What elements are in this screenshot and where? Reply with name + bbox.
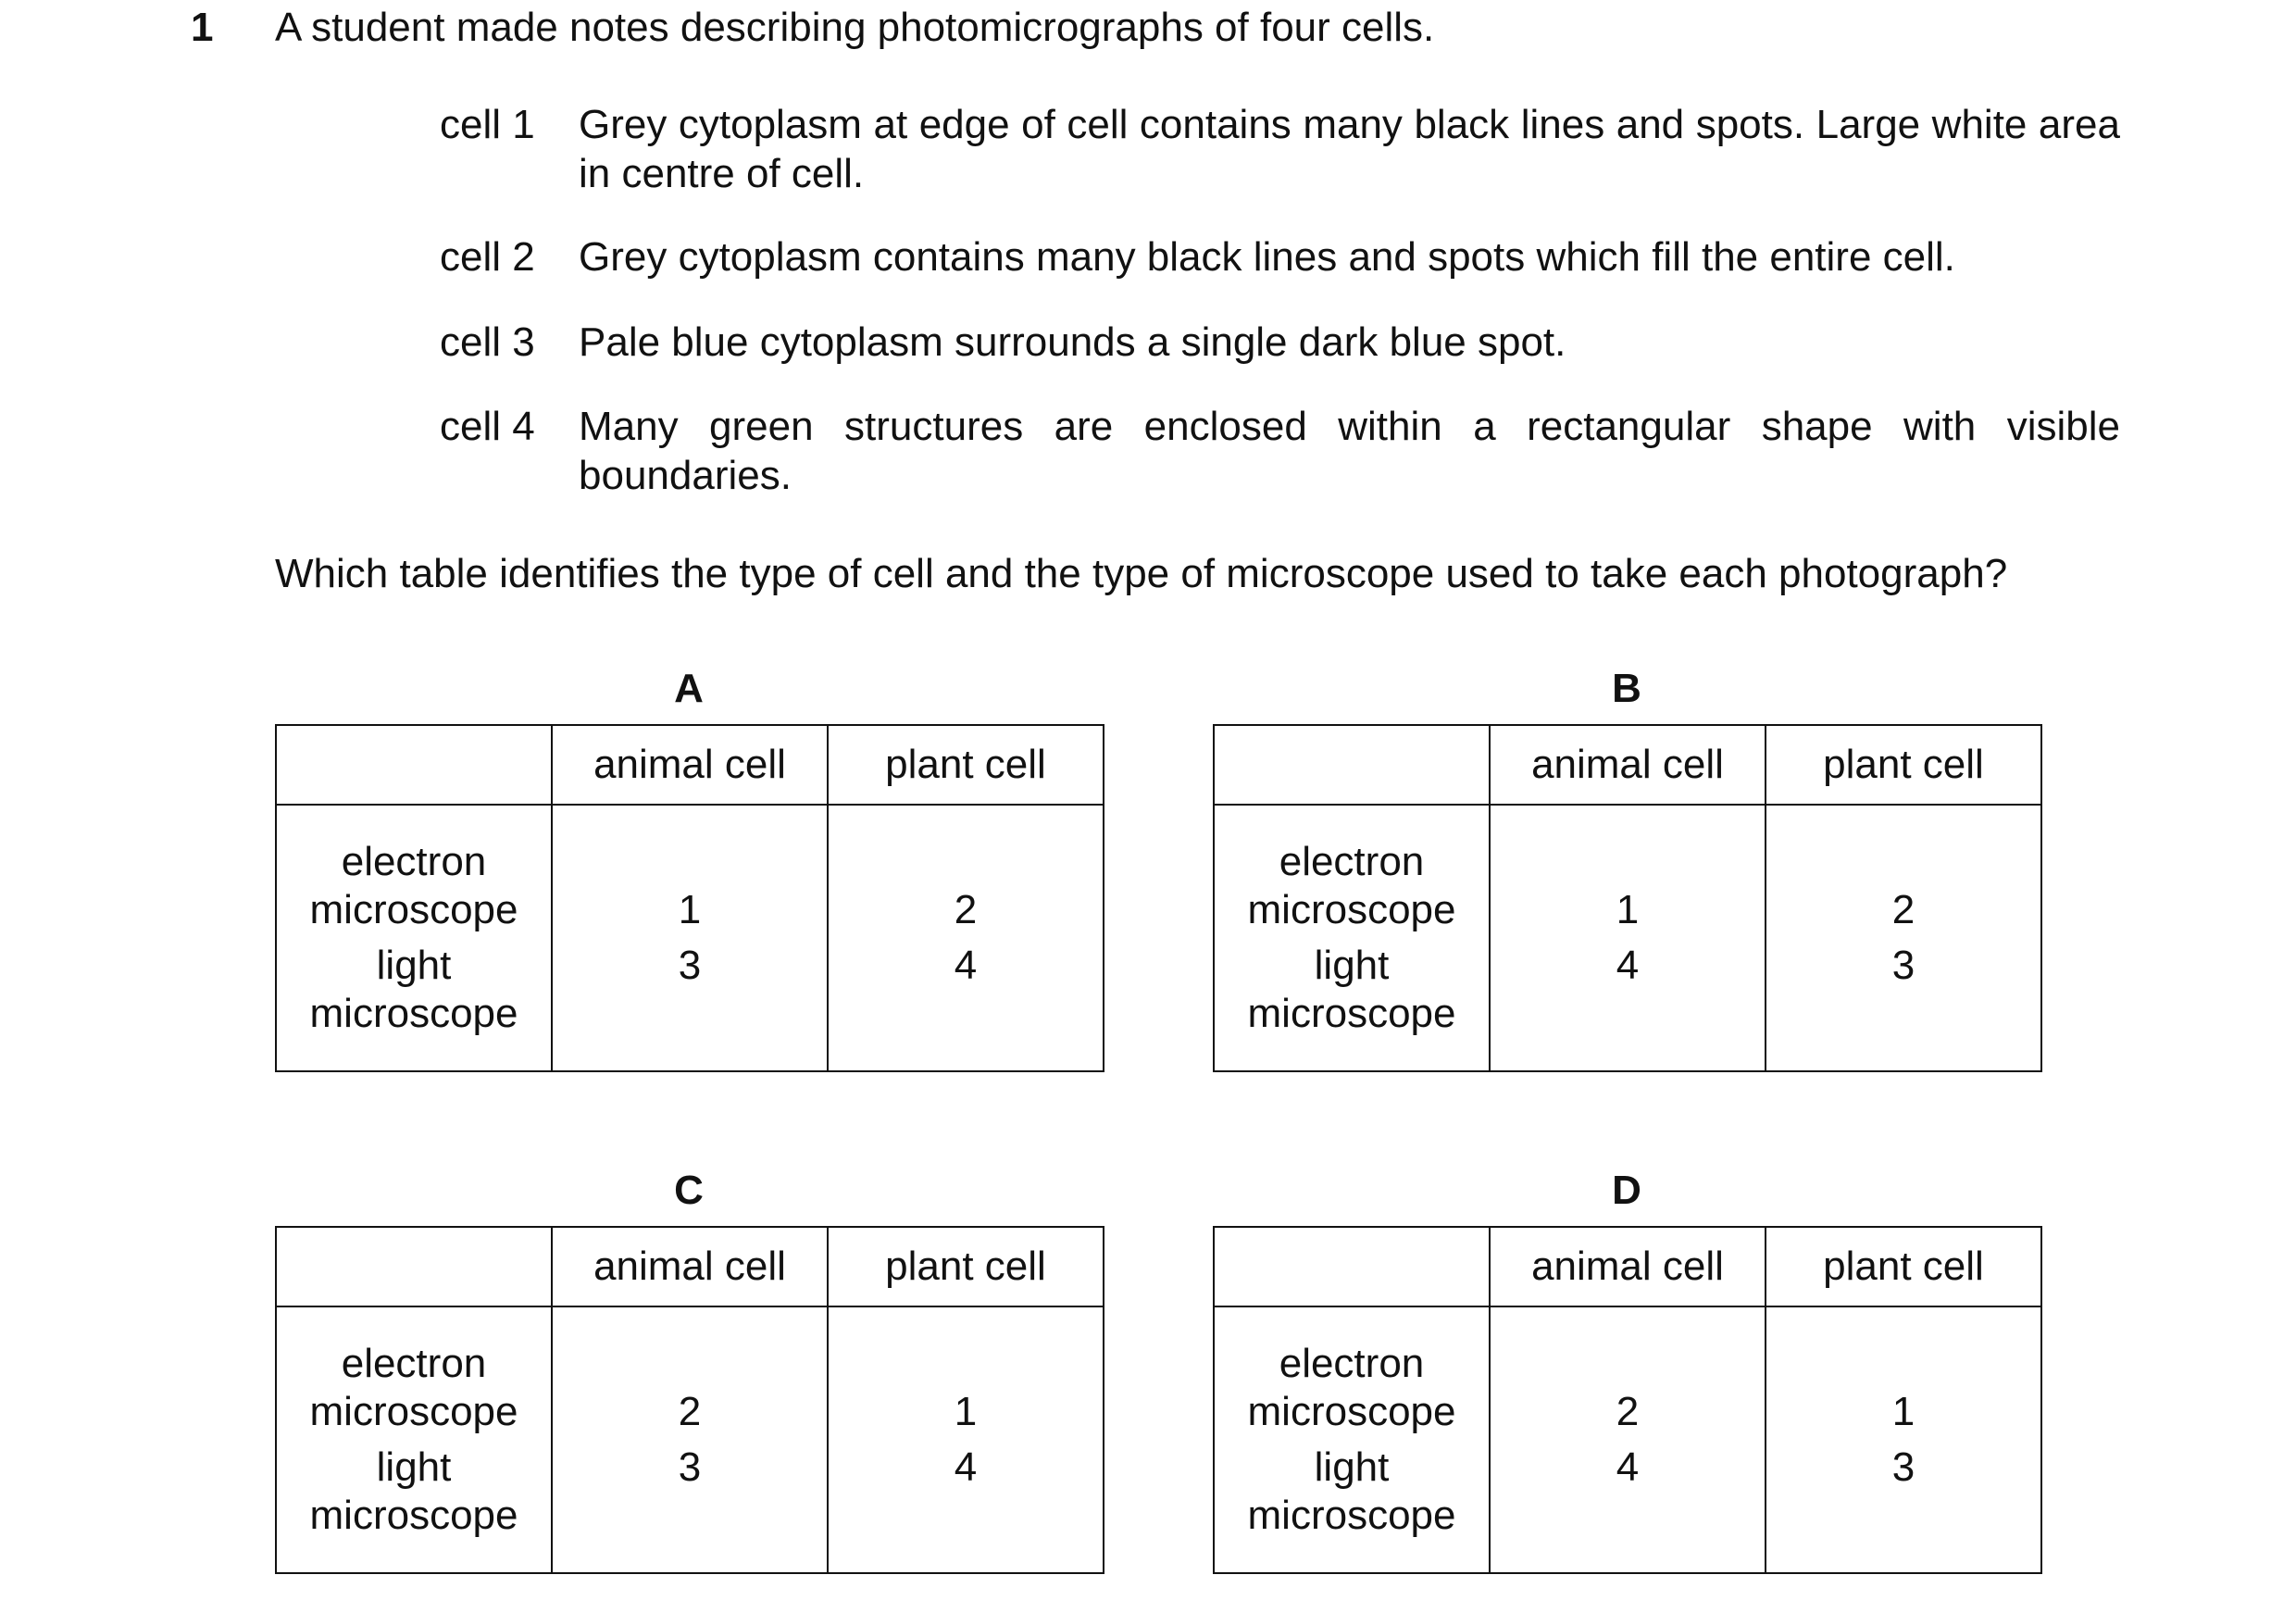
cell-electron-plant: 1: [1766, 1306, 2041, 1440]
cell-electron-animal: 2: [552, 1306, 828, 1440]
question-number: 1: [191, 5, 214, 50]
header-animal-cell: animal cell: [1490, 1227, 1766, 1306]
cell-electron-plant: 2: [828, 805, 1104, 938]
header-animal-cell: animal cell: [552, 1227, 828, 1306]
option-letter: C: [674, 1168, 704, 1213]
row-label-light: light microscope: [1214, 1440, 1490, 1573]
row-label-light: light microscope: [1214, 938, 1490, 1071]
cell-light-plant: 3: [1766, 1440, 2041, 1573]
note-text: Many green structures are enclosed within a rectangular shape with visible boundaries.: [579, 404, 2120, 498]
note-label: cell 3: [440, 319, 535, 365]
cell-light-plant: 4: [828, 1440, 1104, 1573]
cell-light-animal: 3: [552, 1440, 828, 1573]
option-table: [1213, 1226, 2042, 1574]
note-text: Pale blue cytoplasm surrounds a single dark blue spot.: [579, 319, 1566, 365]
row-label-light: light microscope: [276, 1440, 552, 1573]
row-label-electron: electron microscope: [1214, 805, 1490, 938]
cell-light-animal: 4: [1490, 938, 1766, 1071]
cell-electron-plant: 2: [1766, 805, 2041, 938]
note-text: Grey cytoplasm at edge of cell contains many black lines and spots. Large white area in centre of cell.: [579, 102, 2120, 196]
header-plant-cell: plant cell: [1766, 725, 2041, 805]
corner-cell: [276, 1227, 552, 1306]
option-letter: D: [1612, 1168, 1641, 1213]
note-label: cell 2: [440, 234, 535, 280]
option-table: [275, 1226, 1104, 1574]
option-table: [1213, 724, 2042, 1072]
cell-light-plant: 3: [1766, 938, 2041, 1071]
option-letter: B: [1612, 666, 1641, 711]
cell-electron-animal: 2: [1490, 1306, 1766, 1440]
question-stem: A student made notes describing photomicrographs of four cells.: [275, 5, 1435, 50]
corner-cell: [1214, 1227, 1490, 1306]
corner-cell: [1214, 725, 1490, 805]
row-label-electron: electron microscope: [276, 805, 552, 938]
cell-electron-plant: 1: [828, 1306, 1104, 1440]
note-text: Grey cytoplasm contains many black lines and spots which fill the entire cell.: [579, 234, 1955, 280]
row-label-light: light microscope: [276, 938, 552, 1071]
cell-light-animal: 3: [552, 938, 828, 1071]
cell-electron-animal: 1: [552, 805, 828, 938]
question-prompt: Which table identifies the type of cell and the type of microscope used to take each photograph?: [275, 551, 2008, 596]
header-animal-cell: animal cell: [552, 725, 828, 805]
note-label: cell 1: [440, 102, 535, 147]
note-label: cell 4: [440, 404, 535, 449]
option-letter: A: [674, 666, 704, 711]
cell-electron-animal: 1: [1490, 805, 1766, 938]
header-plant-cell: plant cell: [828, 725, 1104, 805]
row-label-electron: electron microscope: [276, 1306, 552, 1440]
option-table: [275, 724, 1104, 1072]
header-plant-cell: plant cell: [828, 1227, 1104, 1306]
row-label-electron: electron microscope: [1214, 1306, 1490, 1440]
cell-light-plant: 4: [828, 938, 1104, 1071]
header-plant-cell: plant cell: [1766, 1227, 2041, 1306]
cell-light-animal: 4: [1490, 1440, 1766, 1573]
header-animal-cell: animal cell: [1490, 725, 1766, 805]
corner-cell: [276, 725, 552, 805]
